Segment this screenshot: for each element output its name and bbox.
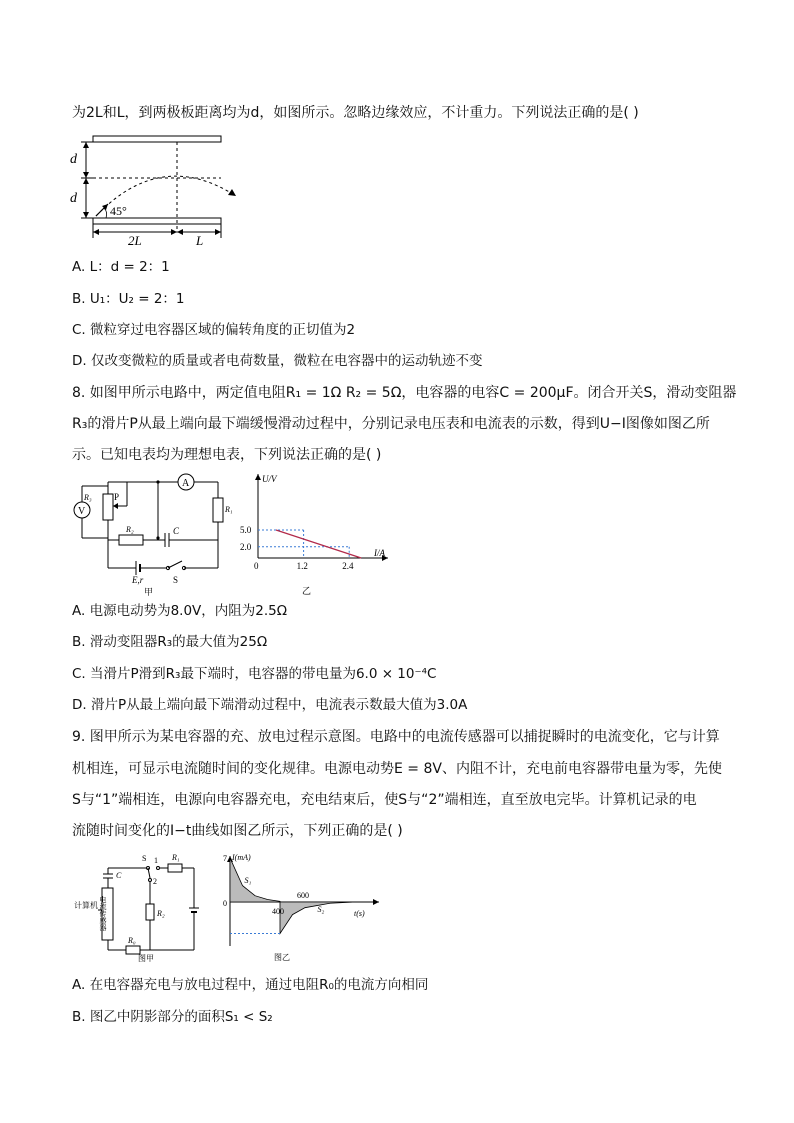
q9-option-a[interactable]: A. 在电容器充电与放电过程中，通过电阻R₀的电流方向相同: [72, 977, 429, 993]
x-tick-400: 400: [272, 907, 284, 916]
caption-tu-yi: 图乙: [274, 953, 290, 962]
area-s1: [230, 858, 280, 902]
label-r0: R₀: [128, 936, 136, 945]
label-p: P: [114, 492, 120, 502]
q9-circuit-figure: [72, 850, 212, 962]
label-r2: R₂: [126, 525, 134, 534]
q7-option-b[interactable]: B. U₁：U₂ = 2：1: [72, 291, 185, 307]
resistor-r2-9: [146, 904, 154, 920]
y-axis-label: U/V: [262, 474, 277, 484]
y-tick-label: 2.0: [240, 541, 252, 552]
label-2: 2: [153, 877, 157, 886]
q8-option-d[interactable]: D. 滑片P从最上端向最下端滑动过程中，电流表示数最大值为3.0A: [72, 697, 468, 713]
voltmeter-label: V: [78, 506, 86, 517]
switch-s: [168, 561, 182, 568]
caption-jia: 甲: [144, 587, 154, 597]
q7-option-d[interactable]: D. 仅改变微粒的质量或者电荷数量，微粒在电容器中的运动轨迹不变: [72, 353, 483, 369]
q8-option-c[interactable]: C. 当滑片P滑到R₃最下端时，电容器的带电量为6.0 × 10⁻⁴C: [72, 666, 437, 682]
q8-ui-chart: [238, 470, 398, 598]
y-axis-label: I(mA): [232, 853, 251, 862]
x-axis-label: t(s): [354, 909, 365, 918]
label-2L: 2L: [128, 233, 142, 248]
label-s1: S₁: [244, 876, 252, 886]
label-d-top: d: [70, 152, 77, 167]
label-angle: 45°: [110, 204, 127, 218]
caption-tu-jia: 图甲: [138, 954, 154, 962]
label-computer: 计算机: [74, 901, 98, 910]
resistor-r2: [119, 535, 143, 545]
label-c: C: [173, 526, 180, 536]
label-r2-9: R₂: [157, 909, 165, 918]
q9-option-b[interactable]: B. 图乙中阴影部分的面积S₁ < S₂: [72, 1009, 273, 1025]
q7-figure: [66, 128, 256, 248]
x-axis-label: I/A: [374, 548, 385, 558]
resistor-r1: [213, 498, 223, 522]
q8-option-b[interactable]: B. 滑动变阻器R₃的最大值为25Ω: [72, 634, 268, 650]
u-i-line: [276, 530, 361, 558]
caption-yi: 乙: [302, 586, 312, 596]
q7-stem: 为2L和L，到两极板距离均为d，如图所示。忽略边缘效应，不计重力。下列说法正确的是( ): [72, 105, 639, 121]
resistor-r1-9: [168, 864, 182, 872]
q9-it-chart: [214, 850, 384, 962]
label-1: 1: [154, 856, 158, 865]
label-c9: C: [116, 871, 122, 880]
x-axis-arrow: [373, 899, 379, 905]
q8-option-a[interactable]: A. 电源电动势为8.0V，内阻为2.5Ω: [72, 603, 288, 619]
label-sensor: 电流传感器: [99, 896, 107, 931]
label-d-bottom: d: [70, 191, 77, 206]
label-s9: S: [142, 854, 147, 863]
q7-option-a[interactable]: A. L：d = 2：1: [72, 259, 170, 275]
q9-stem-line-3: S与“1”端相连，电源向电容器充电，充电结束后，使S与“2”端相连，直至放电完毕。计算机记录的电: [72, 792, 697, 808]
x-tick-600: 600: [297, 891, 309, 900]
q8-circuit-figure: [72, 470, 242, 598]
label-switch: S: [173, 575, 179, 585]
y-tick-label: 7: [223, 853, 227, 863]
rheostat-r3: [103, 494, 113, 520]
ammeter-label: A: [182, 478, 190, 489]
q8-stem-line-2: R₃的滑片P从最上端向最下端缓慢滑动过程中，分别记录电压表和电流表的示数，得到U−I图像如图乙所: [72, 416, 710, 432]
origin-label: 0: [254, 561, 259, 571]
label-source: E,r: [132, 575, 144, 585]
q9-stem-line-4: 流随时间变化的I−t曲线如图乙所示，下列正确的是( ): [72, 823, 403, 839]
y-axis-arrow: [255, 474, 261, 480]
resistor-r0: [126, 946, 140, 954]
label-L: L: [196, 233, 204, 248]
top-plate: [93, 136, 221, 142]
label-r3: R₃: [84, 493, 92, 502]
label-s2: S₂: [317, 905, 325, 915]
label-r1-9: R₁: [172, 853, 180, 862]
label-r1: R₁: [225, 505, 233, 514]
q9-stem-line-2: 机相连，可显示电流随时间的变化规律。电源电动势E = 8V、内阻不计，充电前电容器带电量为零，先使: [72, 761, 722, 777]
bottom-plate: [93, 218, 221, 224]
y-tick-label: 5.0: [240, 525, 252, 535]
q8-stem-line-3: 示。已知电表均为理想电表，下列说法正确的是( ): [72, 447, 382, 463]
q8-stem-line-1: 8. 如图甲所示电路中，两定值电阻R₁ = 1Ω R₂ = 5Ω，电容器的电容C = 200μF。闭合开关S，滑动变阻器: [72, 385, 737, 401]
q9-stem-line-1: 9. 图甲所示为某电容器的充、放电过程示意图。电路中的电流传感器可以捕捉瞬时的电流变化，它与计算: [72, 729, 720, 745]
q7-option-c[interactable]: C. 微粒穿过电容器区域的偏转角度的正切值为2: [72, 322, 356, 338]
origin-label: 0: [223, 899, 227, 908]
x-tick-label: 1.2: [296, 561, 308, 571]
x-tick-label: 2.4: [342, 561, 354, 571]
